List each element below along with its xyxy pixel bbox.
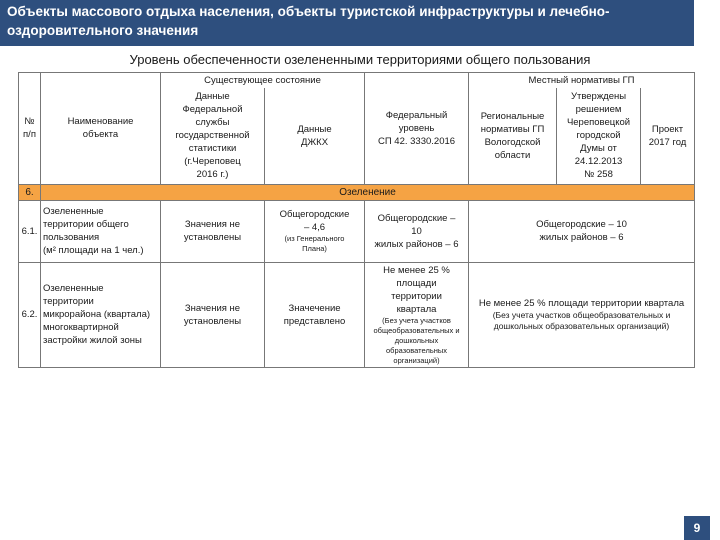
col-header-name: Наименование объекта	[41, 73, 161, 185]
standards-table	[18, 72, 695, 368]
row-name: Озелененные территории микрорайона (квартала) многоквартирной застройки жилой зоны	[41, 262, 161, 367]
page-number-badge: 9	[684, 516, 710, 540]
category-row	[19, 184, 695, 200]
category-name: Озеленение	[41, 184, 695, 200]
col-header-regional: Региональные нормативы ГП Вологодской области	[469, 88, 557, 184]
table-subtitle: Уровень обеспеченности озелененными территориями общего пользования	[129, 52, 591, 67]
row-local-note: (Без учета участков общеобразовательных и дошкольных образовательных организаций)	[492, 310, 671, 331]
col-header-dzhkh: Данные ДЖКХ	[265, 88, 365, 184]
row-fed-stat: Значения не установлены	[161, 200, 265, 262]
header-row-top	[19, 73, 695, 89]
row-fed-stat: Значения не установлены	[161, 262, 265, 367]
col-header-existing-group: Существующее состояние	[161, 73, 365, 89]
header-title-line2: оздоровительного значения	[7, 23, 199, 38]
col-header-fed-stat: Данные Федеральной службы государственной статистики (г.Череповец 2016 г.)	[161, 88, 265, 184]
row-fed-level: Общегородские – 10 жилых районов – 6	[365, 200, 469, 262]
slide-header	[0, 0, 694, 46]
table-row	[19, 262, 695, 367]
row-local-standard: Общегородские – 10 жилых районов – 6	[469, 200, 695, 262]
table-row	[19, 200, 695, 262]
row-num: 6.2.	[19, 262, 41, 367]
row-local-value: Не менее 25 % площади территории квартала	[478, 298, 685, 309]
row-fed-level	[365, 262, 469, 367]
col-header-project: Проект 2017 год	[641, 88, 695, 184]
row-dzhkh-note: (из Генерального Плана)	[284, 234, 345, 253]
row-fed-level-note: (Без учета участков общеобразовательных и дошкольных образовательных организаций)	[373, 315, 460, 365]
row-num: 6.1.	[19, 200, 41, 262]
row-dzhkh	[265, 200, 365, 262]
row-dzhkh: Значечение представлено	[265, 262, 365, 367]
header-title-line1: Объекты массового отдыха населения, объекты туристской инфраструктуры и лечебно-	[7, 4, 610, 19]
row-fed-level-value: Не менее 25 % площади территории квартала	[383, 264, 450, 315]
col-header-approved: Утверждены решением Череповецкой городской Думы от 24.12.2013 № 258	[557, 88, 641, 184]
col-header-fed-level: Федеральный уровень СП 42. 3330.2016	[365, 73, 469, 185]
row-dzhkh-value: Общегородские – 4,6	[279, 209, 350, 233]
col-header-local-group: Местный нормативы ГП	[469, 73, 695, 89]
category-num: 6.	[19, 184, 41, 200]
row-local-standard	[469, 262, 695, 367]
row-name: Озелененные территории общего пользования (м² площади на 1 чел.)	[41, 200, 161, 262]
col-header-num: № п/п	[19, 73, 41, 185]
